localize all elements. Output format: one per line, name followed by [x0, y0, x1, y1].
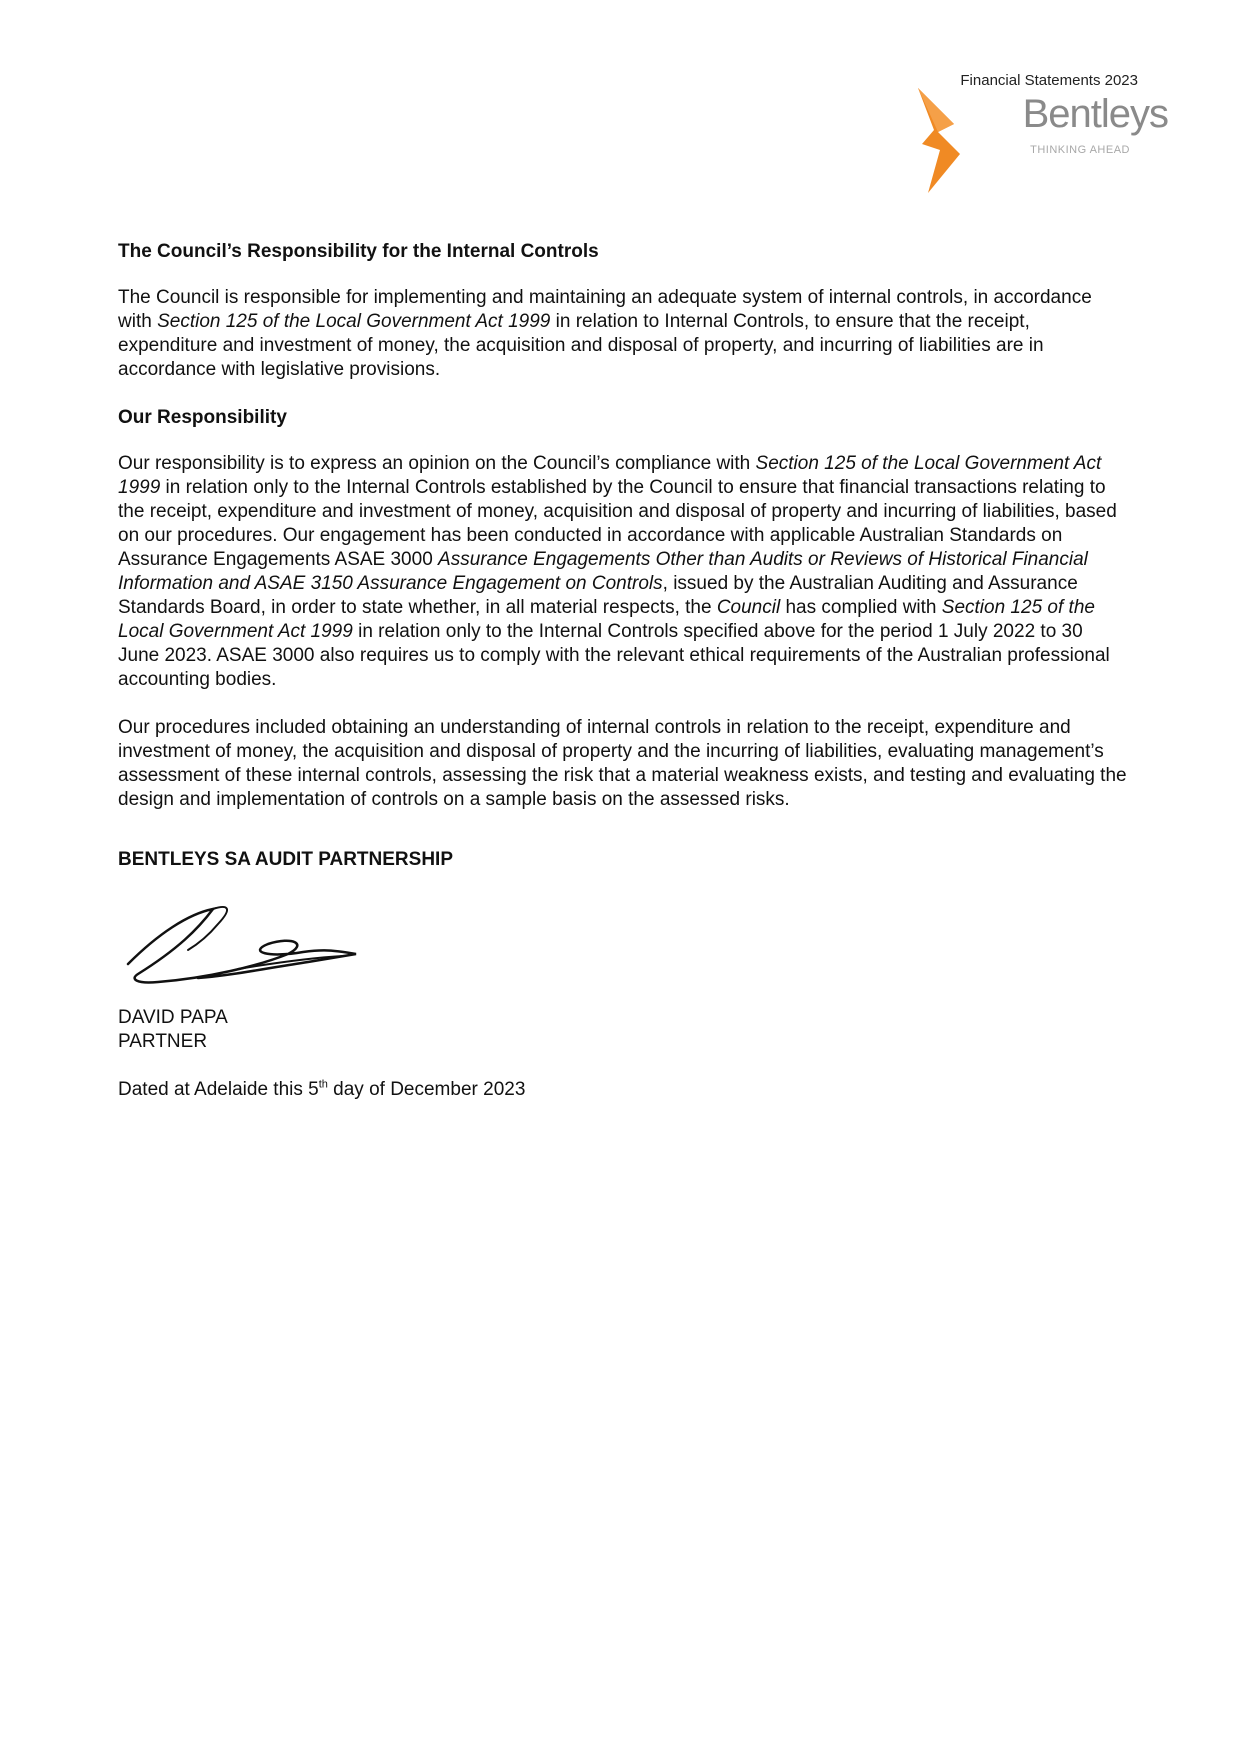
partner-name: DAVID PAPA — [118, 1007, 228, 1028]
brand-tagline: THINKING AHEAD — [1030, 144, 1130, 156]
text-run: has complied with — [780, 597, 942, 618]
text-run: Our responsibility is to express an opinion on the Council’s compliance with — [118, 453, 756, 474]
audit-firm-name: BENTLEYS SA AUDIT PARTNERSHIP — [118, 849, 453, 870]
standard-title: Assurance Engagements Other than Audits or Reviews of Historical Financial Information and ASAE 3150 Assurance Engagement on Controls — [118, 549, 1088, 594]
act-reference: Section 125 of the Local Government Act 1999 — [157, 311, 551, 332]
text-run: in relation to Internal Controls, to ensure that the receipt, expenditure and investment of money, the acquisition and disposal of property, and incurring of liabilities are in accordance with legislative provisions. — [118, 311, 1044, 380]
text-run: , issued by the Australian Auditing and Assurance Standards Board, in order to state whether, in all material respects, the — [118, 573, 1078, 618]
document-body — [118, 240, 1128, 1102]
council-emphasis: Council — [716, 597, 781, 618]
document-label: Financial Statements 2023 — [960, 72, 1138, 89]
partner-title: PARTNER — [118, 1031, 208, 1052]
text-run: in relation only to the Internal Controls specified above for the period 1 July 2022 to 30 June 2023. ASAE 3000 also requires us to comply with the relevant ethical requirements of the Australian professional accounting bodies. — [118, 621, 1110, 690]
our-responsibility-heading: Our Responsibility — [118, 407, 287, 428]
council-responsibility-paragraph — [118, 286, 1128, 382]
text-run: in relation only to the Internal Controls established by the Council to ensure that financial transactions relating to the receipt, expenditure and investment of money, acquisition and disposal of property and incurring of liabilities, based on our procedures. Our engagement has been conducted in accordance with applicable Australian Standards on Assurance Engagements ASAE 3000 — [118, 477, 1117, 570]
header — [908, 72, 1168, 192]
act-reference: Section 125 of the Local Government Act 1999 — [118, 597, 1095, 642]
dated-line — [118, 1078, 1128, 1102]
brand-name: Bentleys — [1022, 92, 1168, 136]
ordinal-suffix: th — [318, 1078, 328, 1091]
signature-image — [118, 894, 378, 994]
act-reference: Section 125 of the Local Government Act 1999 — [118, 453, 1102, 498]
bentleys-logo-icon — [908, 88, 978, 193]
text-run: The Council is responsible for implementing and maintaining an adequate system of internal controls, in accordance with — [118, 287, 1092, 332]
dated-suffix: day of December 2023 — [327, 1079, 526, 1100]
dated-prefix: Dated at Adelaide this 5 — [118, 1079, 319, 1100]
our-responsibility-paragraph — [118, 452, 1128, 692]
procedures-paragraph: Our procedures included obtaining an understanding of internal controls in relation to the receipt, expenditure and investment of money, the acquisition and disposal of property and the incurring of liabilities, evaluating management’s assessment of these internal controls, assessing the risk that a material weakness exists, and testing and evaluating the design and implementation of controls on a sample basis on the assessed risks. — [118, 717, 1127, 810]
council-responsibility-heading: The Council’s Responsibility for the Internal Controls — [118, 241, 599, 262]
